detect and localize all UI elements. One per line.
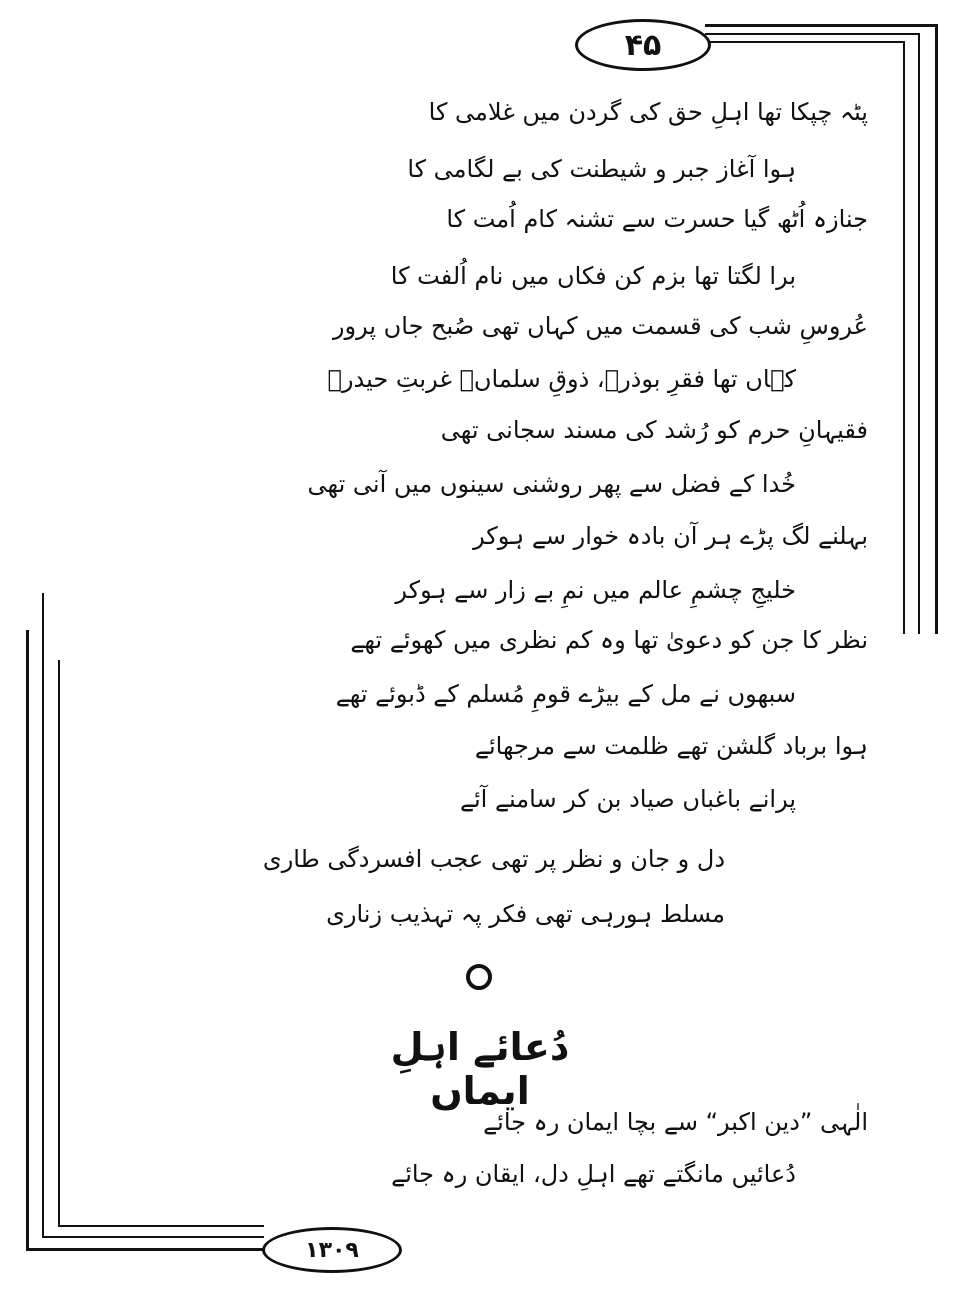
verse-line: نظر کا جن کو دعویٰ تھا وہ کم نظری میں کھوئے تھے [350, 626, 868, 654]
verse-line: عُروسِ شب کی قسمت میں کہاں تھی صُبح جاں پرور [332, 312, 868, 340]
frame-line-bottom-outer [26, 1248, 266, 1251]
section-verse-line: الٰہی ”دین اکبر“ سے بچا ایمان رہ جائے [483, 1108, 868, 1136]
frame-line-top-outer [705, 24, 937, 27]
verse-line: دل و جان و نظر پر تھی عجب افسردگی طاری [262, 845, 725, 873]
verse-line: پرانے باغباں صیاد بن کر سامنے آئے [459, 785, 796, 813]
verse-line: مسلط ہورہی تھی فکر پہ تہذیب زناری [326, 900, 725, 928]
verse-line: ہوا آغاز جبر و شیطنت کی بے لگامی کا [407, 155, 796, 183]
verse-line: فقیہانِ حرم کو رُشد کی مسند سجانی تھی [440, 416, 868, 444]
frame-line-right-outer [935, 24, 938, 634]
verse-line: کہاں تھا فقرِ بوذرؓ، ذوقِ سلماںؓ غربتِ حیدرؓ [327, 365, 796, 393]
verse-line: خلیجِ چشمِ عالم میں نمِ بے زار سے ہوکر [395, 576, 796, 604]
frame-line-top-inner [705, 41, 905, 43]
footer-number: ۱۳۰۹ [262, 1227, 402, 1273]
verse-line: ہوا برباد گلشن تھے ظلمت سے مرجھائے [474, 732, 868, 760]
frame-line-bottom-inner [58, 1225, 264, 1227]
frame-line-right-inner [903, 41, 905, 634]
verse-line: پٹہ چپکا تھا اہلِ حق کی گردن میں غلامی کا [428, 98, 868, 126]
verse-line: جنازہ اُٹھ گیا حسرت سے تشنہ کام اُمت کا [446, 205, 868, 233]
verse-line: بہلنے لگ پڑے ہر آن بادہ خوار سے ہوکر [473, 522, 868, 550]
verse-line: سبھوں نے مل کے بیڑے قومِ مُسلم کے ڈبوئے تھے [335, 680, 796, 708]
frame-line-left-outer [26, 630, 29, 1250]
frame-line-bottom-mid [42, 1236, 264, 1238]
frame-line-left-inner [58, 660, 60, 1225]
circle-ornament-icon [466, 964, 492, 990]
frame-line-top-mid [705, 33, 920, 35]
section-verse-line: دُعائیں مانگتے تھے اہلِ دل، ایقان رہ جائے [391, 1160, 796, 1188]
frame-line-left-mid [42, 593, 44, 1236]
section-title: دُعائے اہلِ ایماں [390, 1025, 570, 1113]
page-number: ۴۵ [575, 19, 711, 71]
verse-line: برا لگتا تھا بزم کن فکاں میں نام اُلفت کا [390, 262, 796, 290]
frame-line-right-mid [918, 33, 920, 634]
verse-line: خُدا کے فضل سے پھر روشنی سینوں میں آنی تھی [307, 470, 796, 498]
